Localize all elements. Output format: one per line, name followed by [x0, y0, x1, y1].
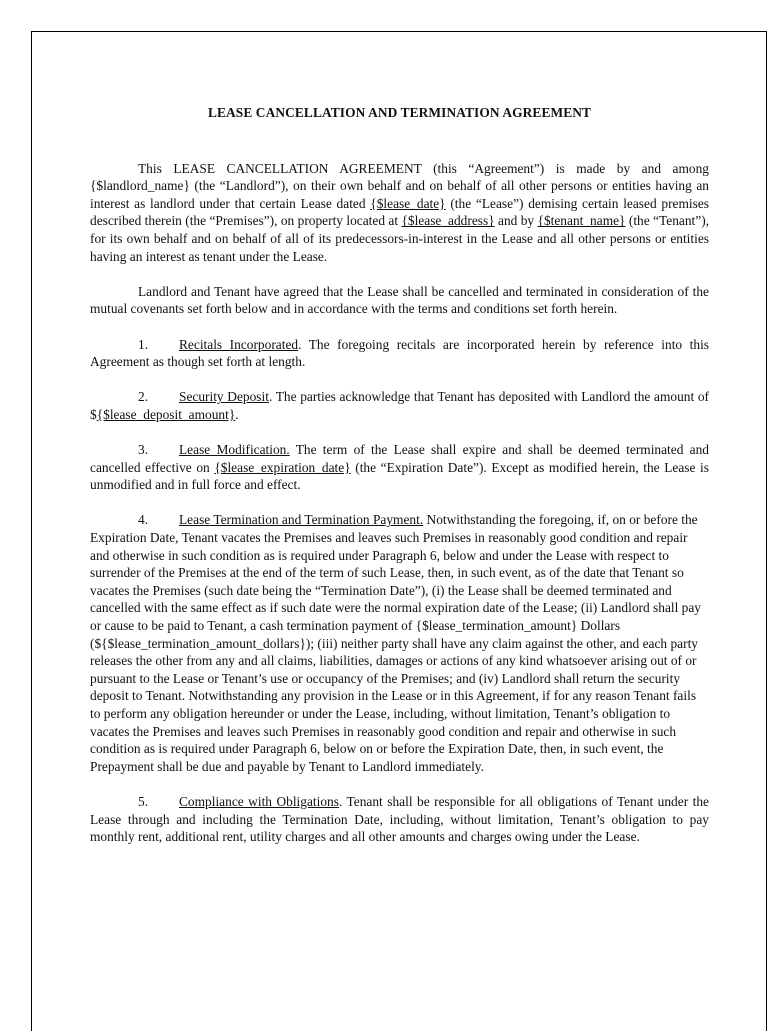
section-3-text-1: The term of the Lease shall expire and shall be deemed terminated and cancelled effective on — [90, 442, 709, 475]
section-1-heading: Recitals Incorporated — [179, 336, 299, 352]
section-1-body: . The foregoing recitals are incorporated herein by reference into this Agreement as though set forth at length. — [90, 336, 710, 370]
document-title: LEASE CANCELLATION AND TERMINATION AGREEMENT — [207, 105, 592, 120]
section-5-paragraph — [90, 793, 709, 846]
intro-paragraph — [90, 160, 709, 266]
lease-address-placeholder: {$lease_address} — [401, 213, 495, 229]
section-2-number: 2. — [138, 389, 149, 405]
document-body — [90, 104, 709, 863]
section-2-text-2: . — [235, 406, 239, 422]
tenant-name-placeholder: {$tenant_name} — [537, 213, 626, 229]
intro-text-1: This LEASE CANCELLATION AGREEMENT (this “Agreement”) is made by and among {$landlord_name} (the “Landlord”), on their own behalf and on behalf of all other persons or entities having an interest as landlord under that certain Lease dated — [90, 160, 709, 211]
section-4-body: Notwithstanding the foregoing, if, on or before the Expiration Date, Tenant vacates the Premises and leaves such Premises in reasonably good condition and repair and otherwise in such condition as is required under Paragraph 6, below and under the Lease with respect to surrender of the Premises at the end of the term of such Lease, then, in such event, as of the date that Tenant so vacates the Premises (such date being the “Termination Date”), (i) the Lease shall be deemed terminated and cancelled with the same effect as if such date were the normal expiration date of the Lease; (ii) Landlord shall pay or cause to be paid to Tenant, a cash termination payment of {$lease_termination_amount} Dollars (${$lease_termination_amount_dollars}); (iii) neither party shall have any claim against the other, and each party releases the other from any and all claims, liabilities, damages or actions of any kind whatsoever arising out of or pursuant to the Lease or Tenant’s use or occupancy of the Premises; and (iv) Landlord shall return the security deposit to Tenant. Notwithstanding any provision in the Lease or in this Agreement, if for any reason Tenant fails to perform any obligation hereunder or under the Lease, including, without limitation, Tenant’s obligation to vacates the Premises and leaves such Premises in reasonably good condition and repair and otherwise in such condition as is required under Paragraph 6, below on or before the Expiration Date, then, in such event, the Prepayment shall be due and payable by Tenant to Landlord immediately. — [90, 512, 702, 774]
section-5-heading: Compliance with Obligations — [179, 793, 339, 809]
section-2-heading: Security Deposit — [179, 389, 269, 405]
section-5-number: 5. — [138, 793, 149, 809]
section-2-paragraph — [90, 388, 709, 423]
section-4-heading: Lease Termination and Termination Payment. — [179, 512, 424, 528]
lease-date-placeholder: {$lease_date} — [370, 195, 446, 211]
section-1-number: 1. — [138, 336, 149, 352]
section-3-text-2: (the “Expiration Date”). Except as modified herein, the Lease is unmodified and in full force and effect. — [90, 459, 709, 493]
intro-text-2: (the “Lease”) demising certain leased premises described therein (the “Premises”), on property located at — [90, 195, 709, 229]
section-1-paragraph — [90, 336, 709, 371]
section-4-paragraph — [90, 511, 709, 775]
deposit-amount-placeholder: {$lease_deposit_amount} — [96, 406, 236, 422]
document-page — [31, 31, 767, 1031]
intro-text-3: and by — [494, 213, 538, 229]
intro-text-4: (the “Tenant”), for its own behalf and on behalf of all of its predecessors-in-interest in the Lease and all other persons or entities having an interest as tenant under the Lease. — [90, 213, 709, 264]
section-3-number: 3. — [138, 442, 149, 458]
section-3-paragraph — [90, 441, 709, 494]
expiration-date-placeholder: {$lease_expiration_date} — [214, 459, 351, 475]
section-3-heading: Lease Modification. — [179, 442, 290, 458]
section-4-number: 4. — [138, 512, 149, 528]
agreement-paragraph: Landlord and Tenant have agreed that the Lease shall be cancelled and terminated in consideration of the mutual covenants set forth below and in accordance with the terms and conditions set forth herein. — [90, 283, 709, 317]
section-5-body: . Tenant shall be responsible for all obligations of Tenant under the Lease through and including the Termination Date, including, without limitation, Tenant’s obligation to pay monthly rent, additional rent, utility charges and all other amounts and charges owing under the Lease. — [90, 793, 709, 845]
section-2-text-1: . The parties acknowledge that Tenant has deposited with Landlord the amount of $ — [90, 389, 709, 422]
